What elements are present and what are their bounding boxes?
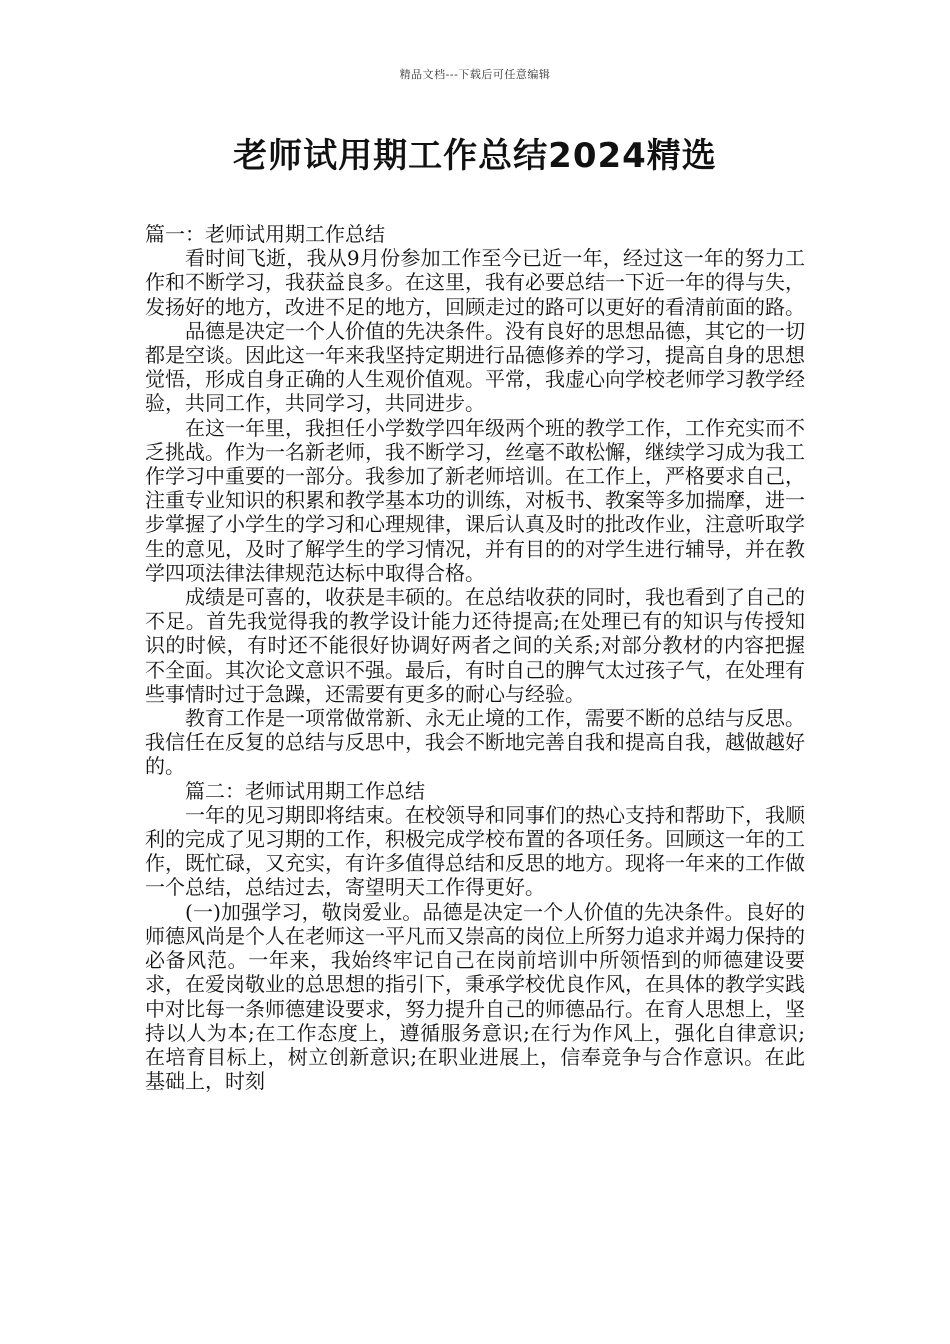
paragraph: 在这一年里，我担任小学数学四年级两个班的教学工作，工作充实而不乏挑战。作为一名新老师，我不断学习，丝毫不敢松懈，继续学习成为我工作学习中重要的一部分。我参加了新老师培训。在工作上，严格要求自己，注重专业知识的积累和教学基本功的训练，对板书、教案等多加揣摩，进一步掌握了小学生的学习和心理规律，课后认真及时的批改作业，注意听取学生的意见，及时了解学生的学习情况，并有目的的对学生进行辅导，并在教学四项法律法律规范达标中取得合格。 — [145, 415, 805, 585]
paragraph: (一)加强学习，敬岗爱业。品德是决定一个人价值的先决条件。良好的师德风尚是个人在老师这一平凡而又崇高的岗位上所努力追求并竭力保持的必备风范。一年来，我始终牢记自己在岗前培训中所领悟到的师德建设要求，在爱岗敬业的总思想的指引下，秉承学校优良作风，在具体的教学实践中对比每一条师德建设要求，努力提升自己的师德品行。在育人思想上，坚持以人为本;在工作态度上，遵循服务意识;在行为作风上，强化自律意识;在培育目标上，树立创新意识;在职业进展上，信奉竞争与合作意识。在此基础上，时刻 — [145, 899, 805, 1094]
paragraph: 一年的见习期即将结束。在校领导和同事们的热心支持和帮助下，我顺利的完成了见习期的工作，积极完成学校布置的各项任务。回顾这一年的工作，既忙碌，又充实，有许多值得总结和反思的地方。现将一年来的工作做一个总结，总结过去，寄望明天工作得更好。 — [145, 802, 805, 900]
paragraph: 品德是决定一个人价值的先决条件。没有良好的思想品德，其它的一切都是空谈。因此这一年来我坚持定期进行品德修养的学习，提高自身的思想觉悟，形成自身正确的人生观价值观。平常，我虚心向学校老师学习教学经验，共同工作，共同学习，共同进步。 — [145, 318, 805, 416]
page-header: 精品文档---下载后可任意编辑 — [399, 68, 551, 81]
paragraph: 看时间飞逝，我从9月份参加工作至今已近一年，经过这一年的努力工作和不断学习，我获益良多。在这里，我有必要总结一下近一年的得与失，发扬好的地方，改进不足的地方，回顾走过的路可以更好的看清前面的路。 — [145, 246, 805, 319]
paragraph: 成绩是可喜的，收获是丰硕的。在总结收获的同时，我也看到了自己的不足。首先我觉得我的教学设计能力还待提高;在处理已有的知识与传授知识的时候，有时还不能很好协调好两者之间的关系;对部分教材的内容把握不全面。其次论文意识不强。最后，有时自己的脾气太过孩子气，在处理有些事情时过于急躁，还需要有更多的耐心与经验。 — [145, 585, 805, 706]
section-heading: 篇二：老师试用期工作总结 — [185, 778, 425, 803]
paragraph: 教育工作是一项常做常新、永无止境的工作，需要不断的总结与反思。我信任在反复的总结与反思中，我会不断地完善自我和提高自我，越做越好的。 — [145, 706, 805, 779]
document-title: 老师试用期工作总结2024精选 — [233, 136, 717, 176]
section-heading: 篇一：老师试用期工作总结 — [145, 222, 385, 246]
document-body — [145, 222, 805, 1093]
